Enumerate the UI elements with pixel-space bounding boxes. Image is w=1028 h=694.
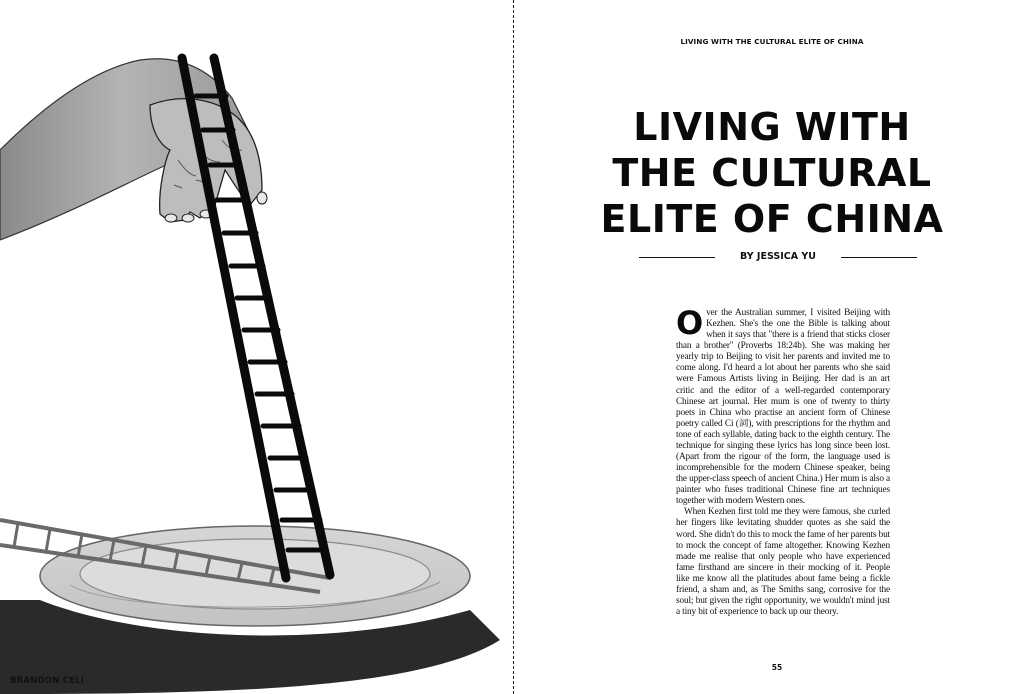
paragraph-2: When Kezhen first told me they were famous, she curled her fingers like levitating shudder quotes as she said the word. She didn't do this to mock the fame of her parents but to mock the concept of fame altogether. Knowing Kezhen made me realise that only people who have experienced fame firsthand are sincere in their mocking of it. People like me know all the platitudes about fame being a fickle friend, a sham and, as The Smiths sang, corrosive for the soul; but given the right opportunity, we wouldn't mind just a tiny bit of experience to back up our theory. — [676, 507, 890, 618]
page-gutter — [513, 0, 514, 694]
headline-line-2: THE CULTURAL — [612, 151, 932, 195]
article-headline — [516, 104, 1028, 242]
paragraph-1 — [676, 304, 890, 507]
article-body — [676, 304, 890, 618]
left-page — [0, 0, 512, 694]
drop-cap: O — [676, 304, 704, 342]
hand-ladder-plate-illustration — [0, 0, 512, 694]
byline-row — [516, 251, 1028, 265]
byline-rule-right — [841, 257, 917, 258]
paragraph-1-text: ver the Australian summer, I visited Beijing with Kezhen. She's the one the Bible is talking about when it says that "there is a friend that sticks closer than a brother" (Proverbs 18:24b). She was making her yearly trip to Beijing to visit her parents and invited me to come along. I'd heard a lot about her parents who she said were Famous Artists living in Beijing. Her dad is an art critic and the editor of a well-regarded contemporary Chinese art journal. Her mum is one of twenty to thirty poets in China who practise an ancient form of Chinese poetry called Ci (詞), with prescriptions for the rhythm and tone of each syllable, dating back to the eighth century. The technique for singing these lyrics has long since been lost. (Apart from the rigour of the form, the language used is incomprehensible for the modern Chinese speaker, being the upper-class speech of ancient China.) Her mum is also a painter who fuses traditional Chinese fine art techniques together with modern Western ones. — [676, 308, 890, 507]
right-page — [516, 0, 1028, 694]
headline-line-3: ELITE OF CHINA — [600, 197, 944, 241]
byline: BY JESSICA YU — [740, 251, 816, 262]
headline-line-1: LIVING WITH — [633, 105, 911, 149]
running-head: LIVING WITH THE CULTURAL ELITE OF CHINA — [680, 37, 864, 46]
illustration-credit: BRANDON CELI — [10, 676, 85, 686]
page-number: 55 — [771, 663, 783, 672]
byline-rule-left — [639, 257, 715, 258]
